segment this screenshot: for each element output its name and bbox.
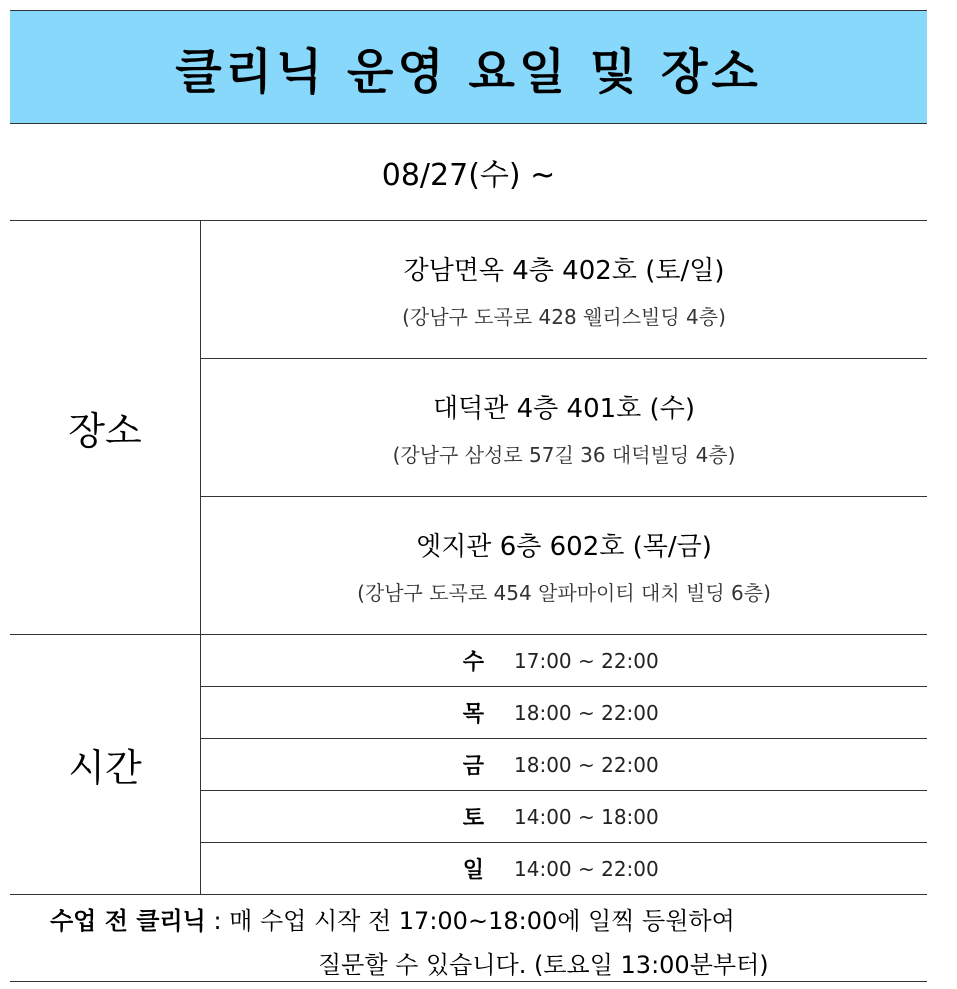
- time-range: 14:00 ~ 22:00: [514, 856, 659, 881]
- locations-list: [201, 221, 927, 634]
- time-range: 18:00 ~ 22:00: [514, 752, 659, 777]
- time-row: [201, 739, 927, 791]
- time-range: 17:00 ~ 22:00: [514, 648, 659, 673]
- time-day: 토: [462, 806, 484, 831]
- time-row: [201, 843, 927, 894]
- location-item: [201, 497, 927, 634]
- note-line-1: [50, 901, 735, 936]
- time-row: [201, 791, 927, 843]
- date-row: [10, 124, 927, 221]
- location-address: (강남구 도곡로 428 웰리스빌딩 4층): [402, 304, 726, 329]
- time-range: 18:00 ~ 22:00: [514, 700, 659, 725]
- time-list: [201, 635, 927, 894]
- clinic-schedule-document: [10, 10, 927, 982]
- locations-label: 장소: [10, 221, 201, 634]
- time-label: 시간: [10, 635, 201, 894]
- location-name: 엣지관 6층 602호 (목/금): [416, 531, 712, 562]
- pre-class-clinic-note: [10, 895, 927, 982]
- location-name: 대덕관 4층 401호 (수): [433, 393, 695, 424]
- time-section: [10, 635, 927, 895]
- note-text-1: 매 수업 시작 전 17:00~18:00에 일찍 등원하여: [229, 907, 735, 935]
- time-range: 14:00 ~ 18:00: [514, 804, 659, 829]
- note-line-2: 질문할 수 있습니다. (토요일 13:00분부터): [318, 951, 769, 979]
- title-banner: [10, 10, 927, 124]
- time-row: [201, 635, 927, 687]
- location-item: [201, 221, 927, 359]
- location-address: (강남구 도곡로 454 알파마이티 대치 빌딩 6층): [357, 580, 771, 605]
- time-day: 목: [462, 702, 484, 727]
- location-item: [201, 359, 927, 497]
- time-day: 수: [462, 650, 484, 675]
- location-address: (강남구 삼성로 57길 36 대덕빌딩 4층): [392, 442, 736, 467]
- time-day: 금: [462, 754, 484, 779]
- start-date: 08/27(수) ~: [381, 158, 556, 193]
- locations-section: [10, 221, 927, 635]
- page-title: 클리닉 운영 요일 및 장소: [175, 43, 762, 100]
- time-row: [201, 687, 927, 739]
- time-day: 일: [462, 858, 484, 883]
- note-label: 수업 전 클리닉: [50, 907, 206, 935]
- location-name: 강남면옥 4층 402호 (토/일): [403, 255, 725, 286]
- note-separator: :: [205, 907, 230, 935]
